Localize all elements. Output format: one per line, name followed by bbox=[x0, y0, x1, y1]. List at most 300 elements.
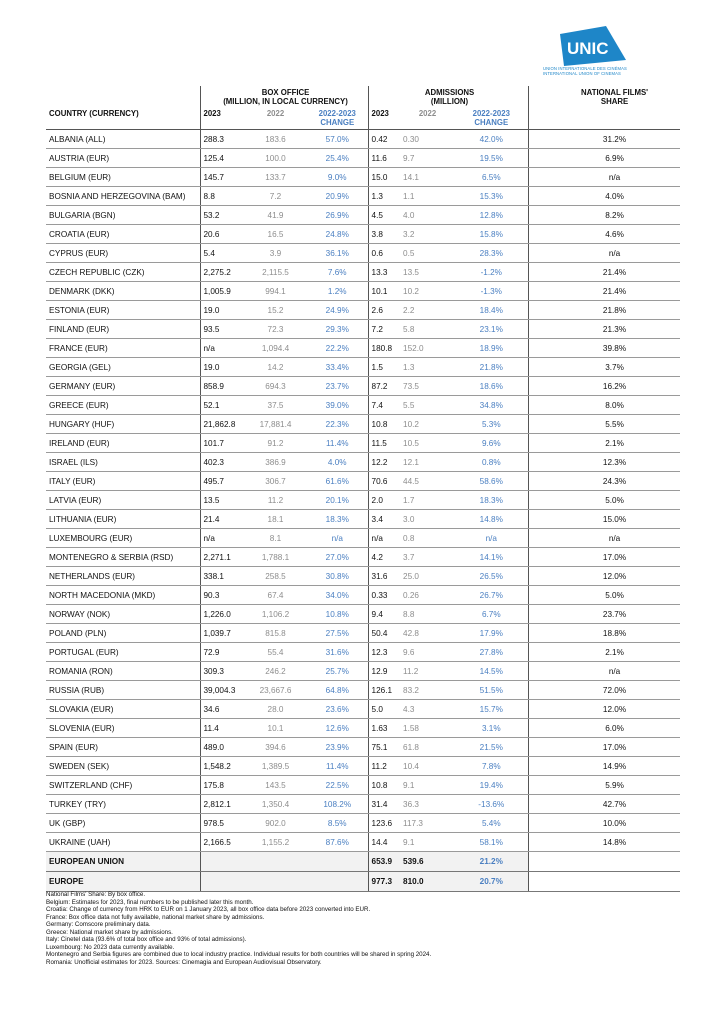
country-cell: UK (GBP) bbox=[46, 814, 200, 833]
empty-cell bbox=[546, 872, 680, 892]
ad-2022-cell: 10.2 bbox=[400, 282, 452, 301]
national-share-cell: 16.2% bbox=[546, 377, 680, 396]
bo-2023-cell: 21,862.8 bbox=[200, 415, 244, 434]
ad-2023-cell: 12.9 bbox=[368, 662, 400, 681]
bo-change-cell: n/a bbox=[304, 529, 368, 548]
spacer-cell bbox=[528, 301, 546, 320]
spacer-cell bbox=[528, 244, 546, 263]
total-ad-2022: 539.6 bbox=[400, 852, 452, 872]
ad-2022-cell: 73.5 bbox=[400, 377, 452, 396]
bo-change-cell: 4.0% bbox=[304, 453, 368, 472]
ad-2023-cell: n/a bbox=[368, 529, 400, 548]
spacer-cell bbox=[528, 225, 546, 244]
spacer-cell bbox=[528, 510, 546, 529]
table-row bbox=[46, 453, 680, 472]
national-share-cell: 31.2% bbox=[546, 130, 680, 149]
bo-2023-cell: 1,226.0 bbox=[200, 605, 244, 624]
country-cell: CYPRUS (EUR) bbox=[46, 244, 200, 263]
bo-2023-cell: 338.1 bbox=[200, 567, 244, 586]
national-share-cell: 5.0% bbox=[546, 491, 680, 510]
ad-2023-cell: 3.4 bbox=[368, 510, 400, 529]
ad-2022-cell: 9.6 bbox=[400, 643, 452, 662]
ad-2023-cell: 0.42 bbox=[368, 130, 400, 149]
ad-change-cell: 21.8% bbox=[452, 358, 528, 377]
spacer-cell bbox=[528, 776, 546, 795]
bo-2023-cell: 52.1 bbox=[200, 396, 244, 415]
footnote-line: Greece: National market share by admissions. bbox=[46, 928, 173, 936]
table-row bbox=[46, 168, 680, 187]
bo-2022-cell: 17,881.4 bbox=[244, 415, 304, 434]
footnote-line: Montenegro and Serbia figures are combined due to local industry practice. Individual results for both countries will be shared in spring 2024. bbox=[46, 951, 432, 959]
ad-2022-cell: 83.2 bbox=[400, 681, 452, 700]
ad-2022-cell: 3.7 bbox=[400, 548, 452, 567]
spacer-cell bbox=[528, 415, 546, 434]
table-row bbox=[46, 149, 680, 168]
bo-change-cell: 30.8% bbox=[304, 567, 368, 586]
bo-2022-cell: 3.9 bbox=[244, 244, 304, 263]
bo-2023-cell: 1,005.9 bbox=[200, 282, 244, 301]
ad-change-cell: 18.4% bbox=[452, 301, 528, 320]
national-share-cell: 4.6% bbox=[546, 225, 680, 244]
ad-2022-cell: 4.0 bbox=[400, 206, 452, 225]
country-cell: ISRAEL (ILS) bbox=[46, 453, 200, 472]
bo-2023-cell: 2,812.1 bbox=[200, 795, 244, 814]
bo-change-cell: 27.0% bbox=[304, 548, 368, 567]
country-cell: LUXEMBOURG (EUR) bbox=[46, 529, 200, 548]
table-row bbox=[46, 586, 680, 605]
country-cell: POLAND (PLN) bbox=[46, 624, 200, 643]
bo-2023-cell: 1,548.2 bbox=[200, 757, 244, 776]
ad-2023-cell: 1.3 bbox=[368, 187, 400, 206]
ad-2023-cell: 10.8 bbox=[368, 776, 400, 795]
spacer-cell bbox=[528, 472, 546, 491]
ad-2023-cell: 11.6 bbox=[368, 149, 400, 168]
ad-change-cell: 15.3% bbox=[452, 187, 528, 206]
bo-2023-cell: 20.6 bbox=[200, 225, 244, 244]
ad-change-cell: 9.6% bbox=[452, 434, 528, 453]
country-cell: PORTUGAL (EUR) bbox=[46, 643, 200, 662]
table-row bbox=[46, 776, 680, 795]
bo-2023-cell: 175.8 bbox=[200, 776, 244, 795]
country-cell: SWEDEN (SEK) bbox=[46, 757, 200, 776]
spacer-cell bbox=[528, 149, 546, 168]
ad-change-cell: 18.3% bbox=[452, 491, 528, 510]
table-row bbox=[46, 415, 680, 434]
spacer-cell bbox=[528, 643, 546, 662]
table-row bbox=[46, 377, 680, 396]
ad-change-cell: -1.2% bbox=[452, 263, 528, 282]
bo-2023-cell: 39,004.3 bbox=[200, 681, 244, 700]
ad-2023-cell: 10.8 bbox=[368, 415, 400, 434]
ad-change-cell: 15.8% bbox=[452, 225, 528, 244]
total-label: EUROPE bbox=[46, 872, 200, 892]
spacer-cell bbox=[528, 130, 546, 149]
ad-2022-cell: 1.1 bbox=[400, 187, 452, 206]
ad-change-cell: 7.8% bbox=[452, 757, 528, 776]
country-cell: SPAIN (EUR) bbox=[46, 738, 200, 757]
logo-subtitle: UNION INTERNATIONALE DES CINÉMAS INTERNATIONAL UNION OF CINEMAS bbox=[543, 66, 627, 76]
table-row bbox=[46, 643, 680, 662]
country-cell: BOSNIA AND HERZEGOVINA (BAM) bbox=[46, 187, 200, 206]
ad-2023-cell: 10.1 bbox=[368, 282, 400, 301]
bo-2023-cell: 93.5 bbox=[200, 320, 244, 339]
ad-2022-cell: 11.2 bbox=[400, 662, 452, 681]
national-share-cell: n/a bbox=[546, 529, 680, 548]
national-share-cell: 21.8% bbox=[546, 301, 680, 320]
national-share-cell: 15.0% bbox=[546, 510, 680, 529]
bo-2023-cell: 5.4 bbox=[200, 244, 244, 263]
admissions-header: ADMISSIONS (MILLION) bbox=[368, 86, 528, 108]
table-row bbox=[46, 814, 680, 833]
country-cell: MONTENEGRO & SERBIA (RSD) bbox=[46, 548, 200, 567]
ad-change-cell: 34.8% bbox=[452, 396, 528, 415]
ad-2022-cell: 10.4 bbox=[400, 757, 452, 776]
bo-change-cell: 39.0% bbox=[304, 396, 368, 415]
ad-2022-cell: 14.1 bbox=[400, 168, 452, 187]
ad-2022-cell: 2.2 bbox=[400, 301, 452, 320]
bo-change-header: 2022-2023 CHANGE bbox=[304, 108, 368, 130]
bo-2023-cell: 21.4 bbox=[200, 510, 244, 529]
ad-2023-cell: 123.6 bbox=[368, 814, 400, 833]
ad-change-cell: 12.8% bbox=[452, 206, 528, 225]
national-share-cell: n/a bbox=[546, 662, 680, 681]
bo-2023-cell: 125.4 bbox=[200, 149, 244, 168]
bo-change-cell: 1.2% bbox=[304, 282, 368, 301]
bo-change-cell: 12.6% bbox=[304, 719, 368, 738]
country-cell: LATVIA (EUR) bbox=[46, 491, 200, 510]
total-ad-2023: 977.3 bbox=[368, 872, 400, 892]
national-share-cell: 3.7% bbox=[546, 358, 680, 377]
footnote-line: Luxembourg: No 2023 data currently available. bbox=[46, 943, 175, 951]
ad-2022-cell: 3.2 bbox=[400, 225, 452, 244]
spacer-cell bbox=[528, 282, 546, 301]
bo-change-cell: 23.6% bbox=[304, 700, 368, 719]
footnote-line: Italy: Cinetel data (93.6% of total box office and 93% of total admissions). bbox=[46, 936, 247, 944]
spacer-cell bbox=[528, 168, 546, 187]
country-cell: ROMANIA (RON) bbox=[46, 662, 200, 681]
table-row bbox=[46, 434, 680, 453]
ad-2023-cell: 14.4 bbox=[368, 833, 400, 852]
table-row bbox=[46, 358, 680, 377]
national-share-cell: n/a bbox=[546, 168, 680, 187]
spacer-cell bbox=[528, 263, 546, 282]
spacer-cell bbox=[528, 434, 546, 453]
ad-change-cell: 14.1% bbox=[452, 548, 528, 567]
bo-2022-cell: 28.0 bbox=[244, 700, 304, 719]
bo-change-cell: 57.0% bbox=[304, 130, 368, 149]
bo-2022-cell: 1,106.2 bbox=[244, 605, 304, 624]
ad-2023-cell: 13.3 bbox=[368, 263, 400, 282]
bo-2022-cell: 815.8 bbox=[244, 624, 304, 643]
ad-change-cell: 19.4% bbox=[452, 776, 528, 795]
bo-change-cell: 33.4% bbox=[304, 358, 368, 377]
bo-2022-cell: 1,094.4 bbox=[244, 339, 304, 358]
country-cell: DENMARK (DKK) bbox=[46, 282, 200, 301]
ad-2022-header: 2022 bbox=[400, 108, 452, 130]
bo-2023-cell: 858.9 bbox=[200, 377, 244, 396]
national-share-cell: 5.9% bbox=[546, 776, 680, 795]
ad-2023-cell: 31.6 bbox=[368, 567, 400, 586]
bo-change-cell: 27.5% bbox=[304, 624, 368, 643]
bo-change-cell: 36.1% bbox=[304, 244, 368, 263]
spacer-cell bbox=[528, 206, 546, 225]
ad-2022-cell: 0.26 bbox=[400, 586, 452, 605]
ad-2022-cell: 42.8 bbox=[400, 624, 452, 643]
bo-change-cell: 87.6% bbox=[304, 833, 368, 852]
empty-cell bbox=[546, 852, 680, 872]
ad-2023-cell: 7.2 bbox=[368, 320, 400, 339]
bo-change-cell: 25.7% bbox=[304, 662, 368, 681]
country-cell: LITHUANIA (EUR) bbox=[46, 510, 200, 529]
table-row bbox=[46, 301, 680, 320]
ad-2022-cell: 1.58 bbox=[400, 719, 452, 738]
bo-2023-cell: 2,271.1 bbox=[200, 548, 244, 567]
bo-2022-cell: 37.5 bbox=[244, 396, 304, 415]
ad-2022-cell: 8.8 bbox=[400, 605, 452, 624]
spacer-cell bbox=[528, 681, 546, 700]
ad-2022-cell: 25.0 bbox=[400, 567, 452, 586]
bo-change-cell: 9.0% bbox=[304, 168, 368, 187]
national-share-cell: 5.0% bbox=[546, 586, 680, 605]
ad-2022-cell: 0.8 bbox=[400, 529, 452, 548]
ad-2023-cell: 12.2 bbox=[368, 453, 400, 472]
national-share-cell: 39.8% bbox=[546, 339, 680, 358]
bo-change-cell: 18.3% bbox=[304, 510, 368, 529]
country-cell: UKRAINE (UAH) bbox=[46, 833, 200, 852]
table-row bbox=[46, 567, 680, 586]
bo-2023-cell: n/a bbox=[200, 529, 244, 548]
national-share-cell: 4.0% bbox=[546, 187, 680, 206]
country-column-header: COUNTRY (CURRENCY) bbox=[46, 108, 200, 130]
table-row bbox=[46, 396, 680, 415]
spacer-cell bbox=[528, 757, 546, 776]
bo-2022-cell: 8.1 bbox=[244, 529, 304, 548]
ad-2022-cell: 36.3 bbox=[400, 795, 452, 814]
national-share-cell: 5.5% bbox=[546, 415, 680, 434]
bo-2022-cell: 14.2 bbox=[244, 358, 304, 377]
footnote-line: Belgium: Estimates for 2023, final numbers to be published later this month. bbox=[46, 898, 254, 906]
spacer-cell bbox=[528, 814, 546, 833]
bo-2022-cell: 72.3 bbox=[244, 320, 304, 339]
spacer-cell bbox=[528, 872, 546, 892]
bo-2022-cell: 55.4 bbox=[244, 643, 304, 662]
bo-2023-cell: 19.0 bbox=[200, 301, 244, 320]
bo-2023-cell: 53.2 bbox=[200, 206, 244, 225]
bo-2022-cell: 41.9 bbox=[244, 206, 304, 225]
ad-change-cell: 14.8% bbox=[452, 510, 528, 529]
bo-2022-cell: 183.6 bbox=[244, 130, 304, 149]
total-ad-2023: 653.9 bbox=[368, 852, 400, 872]
ad-2023-cell: 0.6 bbox=[368, 244, 400, 263]
ad-2022-cell: 5.5 bbox=[400, 396, 452, 415]
table-row bbox=[46, 700, 680, 719]
spacer-cell bbox=[528, 700, 546, 719]
bo-2023-cell: 309.3 bbox=[200, 662, 244, 681]
table-row bbox=[46, 491, 680, 510]
ad-change-cell: 18.6% bbox=[452, 377, 528, 396]
country-cell: RUSSIA (RUB) bbox=[46, 681, 200, 700]
country-cell: FRANCE (EUR) bbox=[46, 339, 200, 358]
national-share-cell: 23.7% bbox=[546, 605, 680, 624]
bo-change-cell: 34.0% bbox=[304, 586, 368, 605]
bo-change-cell: 26.9% bbox=[304, 206, 368, 225]
table-row bbox=[46, 472, 680, 491]
bo-2022-cell: 1,350.4 bbox=[244, 795, 304, 814]
bo-change-cell: 108.2% bbox=[304, 795, 368, 814]
national-share-cell: 2.1% bbox=[546, 434, 680, 453]
bo-change-cell: 20.9% bbox=[304, 187, 368, 206]
bo-2022-cell: 306.7 bbox=[244, 472, 304, 491]
ad-2023-cell: 7.4 bbox=[368, 396, 400, 415]
bo-change-cell: 7.6% bbox=[304, 263, 368, 282]
spacer-cell bbox=[528, 624, 546, 643]
footnotes bbox=[46, 891, 686, 966]
ad-2023-cell: 4.2 bbox=[368, 548, 400, 567]
bo-change-cell: 61.6% bbox=[304, 472, 368, 491]
spacer-cell bbox=[528, 586, 546, 605]
ad-2022-cell: 13.5 bbox=[400, 263, 452, 282]
country-cell: SLOVAKIA (EUR) bbox=[46, 700, 200, 719]
spacer-cell bbox=[528, 605, 546, 624]
bo-2022-cell: 143.5 bbox=[244, 776, 304, 795]
country-cell: GERMANY (EUR) bbox=[46, 377, 200, 396]
box-office-table bbox=[46, 86, 680, 892]
table-row bbox=[46, 225, 680, 244]
total-ad-change: 21.2% bbox=[452, 852, 528, 872]
ad-2023-cell: 50.4 bbox=[368, 624, 400, 643]
bo-2022-cell: 100.0 bbox=[244, 149, 304, 168]
bo-2023-cell: 90.3 bbox=[200, 586, 244, 605]
footnote-line: Germany: Comscore preliminary data. bbox=[46, 921, 151, 929]
country-cell: TURKEY (TRY) bbox=[46, 795, 200, 814]
ad-change-cell: 58.1% bbox=[452, 833, 528, 852]
national-share-cell: 8.2% bbox=[546, 206, 680, 225]
national-share-cell: 21.3% bbox=[546, 320, 680, 339]
spacer-cell bbox=[528, 358, 546, 377]
table-row bbox=[46, 833, 680, 852]
country-cell: NORWAY (NOK) bbox=[46, 605, 200, 624]
bo-2022-cell: 7.2 bbox=[244, 187, 304, 206]
country-cell: ESTONIA (EUR) bbox=[46, 301, 200, 320]
spacer-cell bbox=[528, 339, 546, 358]
table-row bbox=[46, 681, 680, 700]
bo-2023-cell: 402.3 bbox=[200, 453, 244, 472]
bo-change-cell: 24.9% bbox=[304, 301, 368, 320]
ad-2023-cell: 11.5 bbox=[368, 434, 400, 453]
ad-change-cell: 58.6% bbox=[452, 472, 528, 491]
bo-2023-cell: n/a bbox=[200, 339, 244, 358]
national-share-cell: 6.9% bbox=[546, 149, 680, 168]
bo-change-cell: 22.2% bbox=[304, 339, 368, 358]
spacer-cell bbox=[528, 453, 546, 472]
national-share-cell: 18.8% bbox=[546, 624, 680, 643]
national-share-cell: 14.9% bbox=[546, 757, 680, 776]
bo-2022-cell: 1,788.1 bbox=[244, 548, 304, 567]
bo-2023-cell: 8.8 bbox=[200, 187, 244, 206]
table-row bbox=[46, 187, 680, 206]
country-cell: GEORGIA (GEL) bbox=[46, 358, 200, 377]
ad-2022-cell: 0.5 bbox=[400, 244, 452, 263]
spacer-cell bbox=[528, 529, 546, 548]
footnote-line: Croatia: Change of currency from HRK to EUR on 1 January 2023, all box office data before 2023 converted into EUR. bbox=[46, 906, 371, 914]
ad-2022-cell: 44.5 bbox=[400, 472, 452, 491]
country-cell: SLOVENIA (EUR) bbox=[46, 719, 200, 738]
spacer-cell bbox=[528, 377, 546, 396]
ad-2023-cell: 75.1 bbox=[368, 738, 400, 757]
footnote-line: France: Box office data not fully available, national market share by admissions. bbox=[46, 913, 265, 921]
ad-change-cell: -13.6% bbox=[452, 795, 528, 814]
total-label: EUROPEAN UNION bbox=[46, 852, 200, 872]
bo-change-cell: 10.8% bbox=[304, 605, 368, 624]
table-row bbox=[46, 130, 680, 149]
ad-2022-cell: 9.1 bbox=[400, 833, 452, 852]
bo-2022-cell: 394.6 bbox=[244, 738, 304, 757]
ad-2022-cell: 1.3 bbox=[400, 358, 452, 377]
table-row bbox=[46, 605, 680, 624]
footnote-line: National Films' Share: By box office. bbox=[46, 891, 146, 898]
total-ad-change: 20.7% bbox=[452, 872, 528, 892]
ad-2023-cell: 5.0 bbox=[368, 700, 400, 719]
national-share-cell: 12.0% bbox=[546, 700, 680, 719]
ad-2022-cell: 9.7 bbox=[400, 149, 452, 168]
table-row bbox=[46, 510, 680, 529]
ad-change-cell: 5.3% bbox=[452, 415, 528, 434]
national-share-header: NATIONAL FILMS' SHARE bbox=[581, 88, 649, 106]
ad-change-cell: 42.0% bbox=[452, 130, 528, 149]
ad-2023-cell: 70.6 bbox=[368, 472, 400, 491]
bo-2023-cell: 2,275.2 bbox=[200, 263, 244, 282]
national-share-cell: 17.0% bbox=[546, 738, 680, 757]
ad-2023-cell: 2.0 bbox=[368, 491, 400, 510]
bo-change-cell: 22.3% bbox=[304, 415, 368, 434]
bo-2023-header: 2023 bbox=[200, 108, 244, 130]
country-cell: HUNGARY (HUF) bbox=[46, 415, 200, 434]
country-cell: NORTH MACEDONIA (MKD) bbox=[46, 586, 200, 605]
spacer-cell bbox=[528, 491, 546, 510]
ad-change-cell: 6.7% bbox=[452, 605, 528, 624]
ad-2023-cell: 15.0 bbox=[368, 168, 400, 187]
country-cell: BELGIUM (EUR) bbox=[46, 168, 200, 187]
bo-2023-cell: 489.0 bbox=[200, 738, 244, 757]
empty-cell bbox=[200, 872, 368, 892]
bo-change-cell: 23.7% bbox=[304, 377, 368, 396]
ad-change-cell: 26.7% bbox=[452, 586, 528, 605]
spacer-cell bbox=[528, 852, 546, 872]
bo-2022-cell: 2,115.5 bbox=[244, 263, 304, 282]
ad-change-cell: 3.1% bbox=[452, 719, 528, 738]
bo-2023-cell: 288.3 bbox=[200, 130, 244, 149]
bo-2023-cell: 978.5 bbox=[200, 814, 244, 833]
ad-2023-header: 2023 bbox=[368, 108, 400, 130]
ad-2022-cell: 5.8 bbox=[400, 320, 452, 339]
ad-2022-cell: 1.7 bbox=[400, 491, 452, 510]
table-row bbox=[46, 263, 680, 282]
national-share-cell: 21.4% bbox=[546, 282, 680, 301]
ad-2022-cell: 0.30 bbox=[400, 130, 452, 149]
footnote-line: Romania: Unofficial estimates for 2023. Sources: Cinemagia and European Audiovisual Observatory. bbox=[46, 958, 322, 966]
table-row bbox=[46, 548, 680, 567]
bo-2022-cell: 15.2 bbox=[244, 301, 304, 320]
ad-2022-cell: 9.1 bbox=[400, 776, 452, 795]
bo-2022-cell: 258.5 bbox=[244, 567, 304, 586]
ad-change-cell: n/a bbox=[452, 529, 528, 548]
ad-change-cell: 21.5% bbox=[452, 738, 528, 757]
table-row bbox=[46, 662, 680, 681]
empty-cell bbox=[200, 852, 368, 872]
national-share-cell: 14.8% bbox=[546, 833, 680, 852]
total-row bbox=[46, 852, 680, 872]
table-row bbox=[46, 757, 680, 776]
